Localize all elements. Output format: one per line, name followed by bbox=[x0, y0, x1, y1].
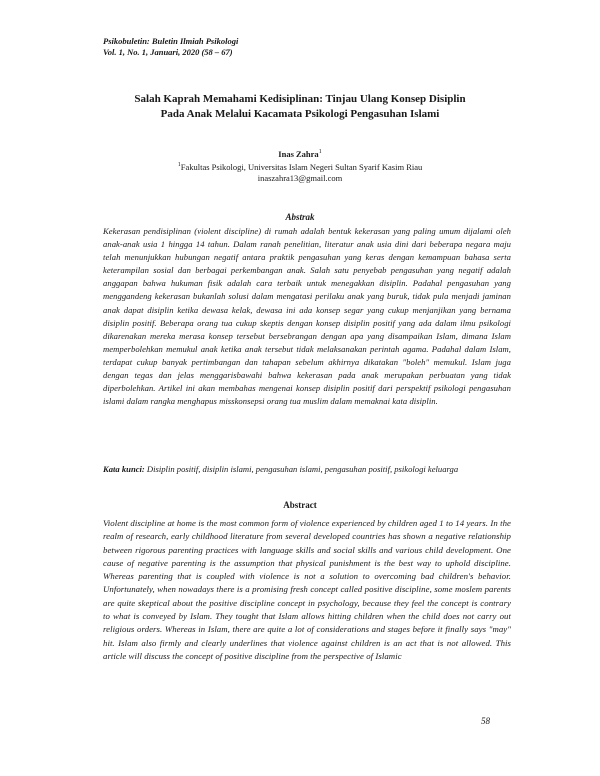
abstrak-text: Kekerasan pendisiplinan (violent discipline) di rumah adalah bentuk kekerasan yang paling umum dijalami oleh anak-anak usia 1 hingga 14 tahun. Dalam ranah penelitian, literatur anak usia dini dari beberapa negara maju telah menunjukkan hubungan negatif antara praktik pengasuhan yang keras dengan kemampuan bahasa serta keterampilan sosial dan berbagai perkembangan anak. Salah satu penyebab pengasuhan yang negatif adalah anggapan bahwa hukuman fisik adalah cara terbaik untuk menegakkan disiplin. Padahal pengasuhan yang menggandeng kekerasan bukanlah solusi dalam mengatasi perilaku anak yang buruk, tidak pula menjadi jaminan anak dapat disiplin ketika dewasa kelak, dewasa ini ada konsep segar yang cukup menjanjikan yang bernama disiplin positif. Beberapa orang tua cukup skeptis dengan konsep disiplin positif yang ada dalam ilmu psikologi dikarenakan mereka merasa konsep tersebut bersebrangan dengan apa yang disampaikan Islam, dimana Islam memperbolehkan memukul anak ketika anak tersebut tidak melaksanakan perintah agama. Padahal dalam Islam, terdapat cukup banyak pertimbangan dan tahapan sebelum akhirnya dikatakan "boleh" memukul. Islam juga dengan tegas dan jelas menggarisbawahi bahwa kekerasan pada anak merupakan perbuatan yang tidak diperbolehkan. Artikel ini akan membahas mengenai konsep disiplin positif dari perspektif psikologi pengasuhan islami dalam rangka menghapus misskonsepsi orang tua muslim dalam memaknai kata disiplin. bbox=[103, 226, 511, 407]
affiliation-sup: 1 bbox=[177, 161, 181, 168]
journal-name: Psikobuletin: Buletin Ilmiah Psikologi bbox=[103, 36, 239, 46]
abstrak-heading: Abstrak bbox=[285, 212, 315, 222]
page-number: 58 bbox=[481, 716, 490, 726]
author-affiliation: Fakultas Psikologi, Universitas Islam Negeri Sultan Syarif Kasim Riau bbox=[180, 161, 423, 172]
journal-volume: Vol. 1, No. 1, Januari, 2020 (58 – 67) bbox=[103, 47, 233, 57]
author-sup: 1 bbox=[318, 149, 322, 155]
keywords bbox=[103, 463, 511, 476]
abstract-text: Violent discipline at home is the most common form of violence experienced by children aged 1 to 14 years. In the realm of research, early childhood literature from several developed countries has shown a negative relationship between rigorous parenting practices with language skills and social skills and various child development. One cause of negative parenting is the assumption that physical punishment is the best way to uphold discipline. Whereas parenting that is coupled with violence is not a solution to overcoming bad children's behavior. Unfortunately, when nowadays there is a promising fresh concept called positive discipline, some moslem parents are quite skeptical about the positive discipline concept in psychology, because they feel the concept is contrary to what is conveyed by Islam. They tought that Islam allows hitting children when the child does not carry out religious orders. Whereas in Islam, there are quite a lot of considerations and stages before it finally says "may" hit. Islam also firmly and clearly underlines that violence against children is an act that is not allowed. This article will discuss the concept of positive discipline from the perspective of Islamic bbox=[103, 518, 511, 661]
abstract-heading: Abstract bbox=[283, 500, 317, 510]
keywords-text: Disiplin positif, disiplin islami, pengasuhan islami, pengasuhan positif, psikologi keluarga bbox=[144, 464, 459, 474]
title-line-1: Salah Kaprah Memahami Kedisiplinan: Tinjau Ulang Konsep Disiplin bbox=[134, 93, 466, 105]
journal-header bbox=[103, 36, 238, 58]
paper-title bbox=[110, 92, 490, 122]
author-block bbox=[0, 147, 600, 184]
keywords-label: Kata kunci: bbox=[103, 464, 145, 474]
author-email: inaszahra13@gmail.com bbox=[257, 172, 343, 183]
title-line-2: Pada Anak Melalui Kacamata Psikologi Pengasuhan Islami bbox=[160, 108, 440, 120]
author-name: Inas Zahra bbox=[278, 148, 319, 159]
